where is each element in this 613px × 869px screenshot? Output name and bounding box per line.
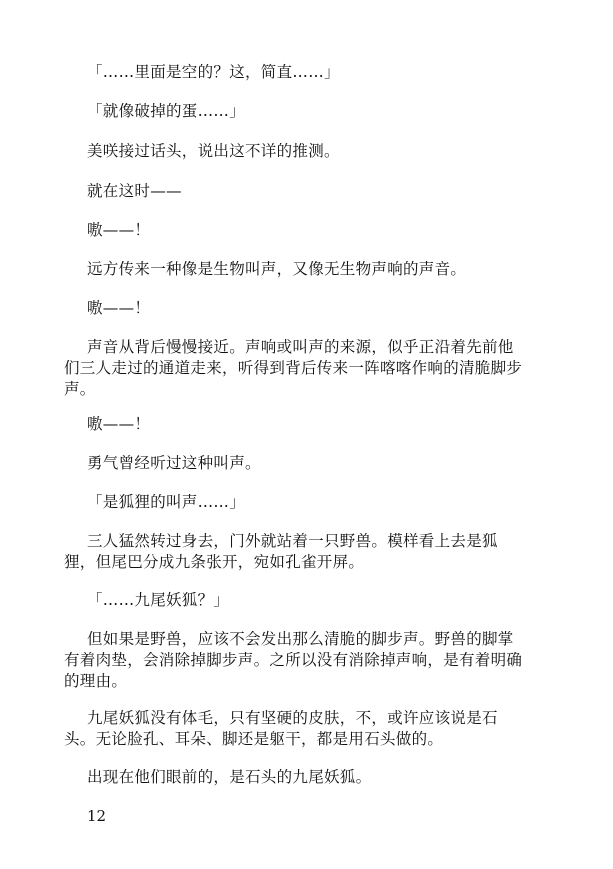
paragraph-15-rest: 头。无论脸孔、耳朵、脚还是躯干，都是用石头做的。 <box>64 730 444 748</box>
page-number: 12 <box>87 807 107 825</box>
paragraph-10: 勇气曾经听过这种叫声。 <box>87 454 261 472</box>
paragraph-5: 嗷——！ <box>87 221 151 239</box>
paragraph-14-first-line: 但如果是野兽，应该不会发出那么清脆的脚步声。野兽的脚掌 <box>87 630 514 648</box>
paragraph-4: 就在这时—— <box>87 182 182 200</box>
paragraph-9: 嗷——！ <box>87 415 151 433</box>
paragraph-3: 美咲接过话头，说出这不详的推测。 <box>87 142 340 160</box>
paragraph-8-rest: 们三人走过的通道走来，听得到背后传来一阵喀喀作响的清脆脚步 声。 <box>64 359 523 398</box>
paragraph-15-first-line: 九尾妖狐没有体毛，只有坚硬的皮肤，不，或许应该说是石 <box>87 709 498 727</box>
paragraph-12-first-line: 三人猛然转过身去，门外就站着一只野兽。模样看上去是狐 <box>87 532 498 550</box>
paragraph-6: 远方传来一种像是生物叫声，又像无生物声响的声音。 <box>87 260 467 278</box>
paragraph-8-first-line: 声音从背后慢慢接近。声响或叫声的来源，似乎正沿着先前他 <box>87 338 514 356</box>
paragraph-2: 「就像破掉的蛋……」 <box>87 102 246 120</box>
paragraph-11: 「是狐狸的叫声……」 <box>87 493 246 511</box>
paragraph-13: 「……九尾妖狐？」 <box>87 591 230 609</box>
paragraph-16: 出现在他们眼前的，是石头的九尾妖狐。 <box>87 768 372 786</box>
paragraph-14-rest: 有着肉垫，会消除掉脚步声。之所以没有消除掉声响，是有着明确 的理由。 <box>64 651 523 690</box>
paragraph-12-rest: 狸，但尾巴分成九条张开，宛如孔雀开屏。 <box>64 553 365 571</box>
paragraph-7: 嗷——！ <box>87 299 151 317</box>
paragraph-1: 「……里面是空的？这，简直……」 <box>87 63 340 81</box>
